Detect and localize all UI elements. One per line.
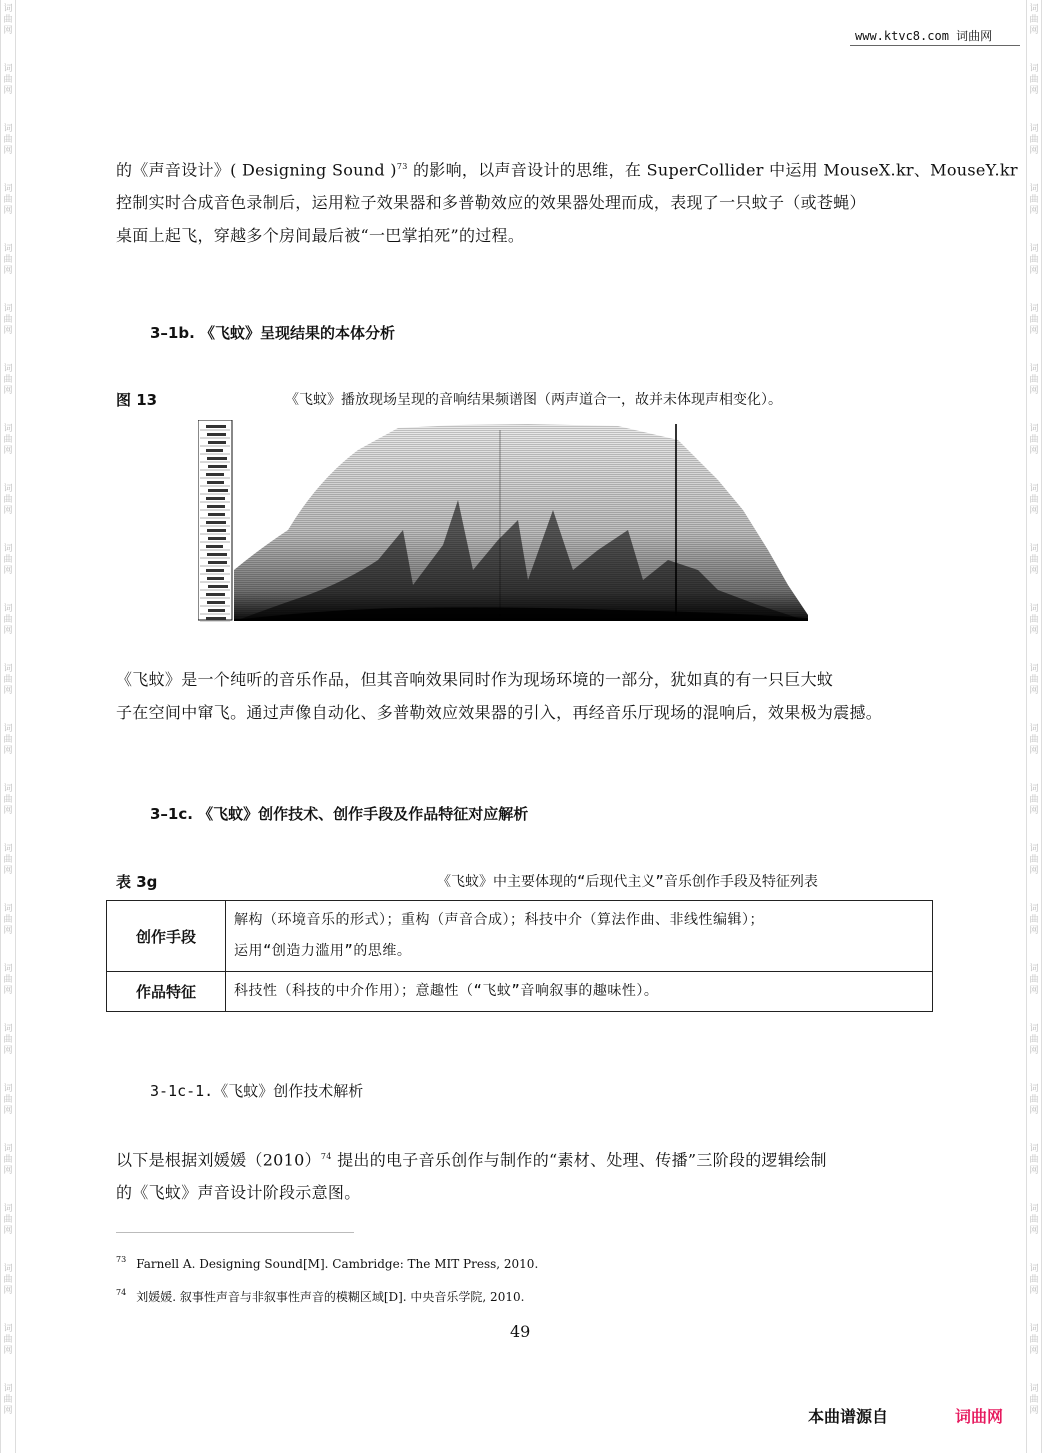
footnote-ref-73[interactable]: 73 <box>396 162 408 171</box>
watermark-glyph: 网 <box>3 866 13 876</box>
watermark-glyph: 网 <box>1029 1226 1039 1236</box>
watermark-glyph: 词 <box>1029 604 1039 614</box>
frequency-tick-label-glyph <box>207 577 224 580</box>
intro-paragraph <box>116 150 1018 252</box>
frequency-tick-label-glyph <box>207 457 227 460</box>
watermark-glyph: 网 <box>1029 446 1039 456</box>
watermark-glyph: 曲 <box>1029 975 1039 985</box>
watermark-glyph: 曲 <box>3 315 13 325</box>
frequency-tick-label-glyph <box>208 537 226 540</box>
watermark-glyph: 词 <box>1029 424 1039 434</box>
para3-line1b: 提出的电子音乐创作与制作的“素材、处理、传播”三阶段的逻辑绘制 <box>331 1150 827 1170</box>
watermark-glyph: 网 <box>1029 1166 1039 1176</box>
watermark-glyph: 曲 <box>3 1335 13 1345</box>
frequency-tick-label-glyph <box>206 617 226 620</box>
footnote-74-number: 74 <box>116 1288 127 1297</box>
watermark-glyph: 词 <box>1029 724 1039 734</box>
means-line2: 运用“创造力滥用”的思维。 <box>234 943 412 959</box>
watermark-glyph: 网 <box>1029 326 1039 336</box>
watermark-glyph: 网 <box>3 506 13 516</box>
footnote-74-text: 刘媛媛. 叙事性声音与非叙事性声音的模糊区域[D]. 中央音乐学院, 2010. <box>136 1290 525 1304</box>
watermark-glyph: 曲 <box>3 255 13 265</box>
watermark-glyph: 曲 <box>1029 435 1039 445</box>
watermark-glyph: 网 <box>3 86 13 96</box>
watermark-glyph: 词 <box>1029 1144 1039 1154</box>
watermark-glyph: 网 <box>3 686 13 696</box>
watermark-glyph: 网 <box>3 1406 13 1416</box>
watermark-glyph: 曲 <box>3 1035 13 1045</box>
watermark-glyph: 网 <box>3 746 13 756</box>
watermark-glyph-group <box>1027 1084 1041 1117</box>
watermark-glyph: 词 <box>3 184 13 194</box>
watermark-glyph: 词 <box>3 1144 13 1154</box>
watermark-glyph: 曲 <box>1029 1035 1039 1045</box>
frequency-tick-label-glyph <box>206 449 223 452</box>
spectrogram-figure <box>198 420 810 622</box>
watermark-glyph: 词 <box>1029 484 1039 494</box>
para2-line1: 《飞蚊》是一个纯听的音乐作品，但其音响效果同时作为现场环境的一部分，犹如真的有一只巨大蚊 <box>116 670 834 689</box>
watermark-glyph: 词 <box>1029 1204 1039 1214</box>
watermark-glyph: 网 <box>1029 746 1039 756</box>
watermark-glyph-group <box>1 4 15 37</box>
watermark-glyph-group <box>1027 244 1041 277</box>
watermark-glyph-group <box>1 124 15 157</box>
watermark-glyph: 曲 <box>3 1275 13 1285</box>
header-site-name: 词曲网 <box>956 29 993 43</box>
process-paragraph <box>116 1140 931 1209</box>
para3-line1a: 以下是根据刘媛媛（2010） <box>116 1150 321 1170</box>
watermark-glyph: 词 <box>1029 544 1039 554</box>
watermark-glyph-group <box>1027 124 1041 157</box>
watermark-glyph: 词 <box>3 784 13 794</box>
watermark-glyph: 词 <box>1029 1384 1039 1394</box>
watermark-glyph-group <box>1027 1204 1041 1237</box>
frequency-tick-label-glyph <box>207 553 227 556</box>
frequency-tick-label-glyph <box>206 473 224 476</box>
source-brand[interactable]: 词曲网 <box>955 1407 1004 1426</box>
watermark-glyph: 网 <box>3 1166 13 1176</box>
frequency-tick-label-glyph <box>207 505 225 508</box>
watermark-glyph: 曲 <box>3 735 13 745</box>
frequency-tick-label-glyph <box>208 441 226 444</box>
frequency-tick-label-glyph <box>208 465 227 468</box>
watermark-glyph: 词 <box>3 964 13 974</box>
watermark-glyph: 词 <box>1029 1264 1039 1274</box>
watermark-glyph: 词 <box>3 424 13 434</box>
watermark-glyph-group <box>1027 4 1041 37</box>
footnote-ref-74[interactable]: 74 <box>320 1152 332 1161</box>
watermark-glyph-group <box>1027 1264 1041 1297</box>
watermark-glyph: 网 <box>3 626 13 636</box>
watermark-glyph: 词 <box>1029 244 1039 254</box>
watermark-glyph-group <box>1027 604 1041 637</box>
watermark-glyph-group <box>1 604 15 637</box>
watermark-glyph-group <box>1027 664 1041 697</box>
frequency-tick-label-glyph <box>206 569 224 572</box>
watermark-glyph-group <box>1027 1324 1041 1357</box>
watermark-glyph: 词 <box>1029 364 1039 374</box>
watermark-glyph: 网 <box>1029 566 1039 576</box>
watermark-glyph: 曲 <box>1029 255 1039 265</box>
watermark-glyph: 网 <box>1029 86 1039 96</box>
watermark-glyph: 词 <box>1029 184 1039 194</box>
watermark-glyph: 词 <box>3 484 13 494</box>
watermark-glyph: 曲 <box>3 435 13 445</box>
watermark-glyph-group <box>1027 1384 1041 1417</box>
watermark-glyph: 词 <box>3 1384 13 1394</box>
watermark-glyph: 词 <box>1029 64 1039 74</box>
watermark-glyph-group <box>1027 724 1041 757</box>
watermark-glyph-group <box>1 424 15 457</box>
header-url[interactable]: www.ktvc8.com <box>855 29 949 43</box>
watermark-glyph: 词 <box>3 1084 13 1094</box>
watermark-glyph: 网 <box>3 1046 13 1056</box>
watermark-glyph-group <box>1027 1024 1041 1057</box>
watermark-glyph: 词 <box>3 724 13 734</box>
watermark-glyph-group <box>1 1204 15 1237</box>
watermark-glyph-group <box>1 1264 15 1297</box>
watermark-glyph: 词 <box>3 1324 13 1334</box>
watermark-glyph: 曲 <box>1029 375 1039 385</box>
watermark-glyph: 网 <box>3 26 13 36</box>
watermark-glyph: 词 <box>1029 304 1039 314</box>
watermark-glyph: 曲 <box>1029 555 1039 565</box>
section-heading-3-1b: 3–1b. 《飞蚊》呈现结果的本体分析 <box>150 324 396 342</box>
para1-line1a: 的《声音设计》( Designing Sound ) <box>116 160 397 180</box>
watermark-glyph: 网 <box>1029 1346 1039 1356</box>
frequency-tick-label-glyph <box>208 513 225 516</box>
watermark-glyph-group <box>1 844 15 877</box>
frequency-tick-label-glyph <box>206 497 225 500</box>
watermark-glyph: 曲 <box>1029 735 1039 745</box>
spectrogram-body <box>234 424 808 620</box>
watermark-glyph: 网 <box>3 266 13 276</box>
watermark-glyph: 曲 <box>1029 1095 1039 1105</box>
watermark-glyph: 曲 <box>3 975 13 985</box>
watermark-glyph: 曲 <box>3 555 13 565</box>
watermark-glyph: 词 <box>3 64 13 74</box>
frequency-tick-label-glyph <box>208 609 225 612</box>
watermark-glyph-group <box>1027 1144 1041 1177</box>
watermark-glyph: 网 <box>1029 626 1039 636</box>
watermark-glyph: 曲 <box>3 795 13 805</box>
watermark-glyph-group <box>1027 784 1041 817</box>
watermark-glyph: 曲 <box>1029 1335 1039 1345</box>
watermark-glyph: 网 <box>3 566 13 576</box>
watermark-glyph: 网 <box>3 1286 13 1296</box>
watermark-glyph: 网 <box>1029 1406 1039 1416</box>
watermark-glyph: 网 <box>3 326 13 336</box>
watermark-glyph: 曲 <box>3 1155 13 1165</box>
right-watermark-strip <box>1026 0 1042 1453</box>
watermark-glyph-group <box>1 1084 15 1117</box>
watermark-glyph-group <box>1 904 15 937</box>
para3-line2: 的《飞蚊》声音设计阶段示意图。 <box>116 1183 361 1203</box>
watermark-glyph: 网 <box>3 146 13 156</box>
frequency-tick-label-glyph <box>207 433 226 436</box>
watermark-glyph: 网 <box>1029 806 1039 816</box>
subsection-heading: 3-1c-1.《飞蚊》创作技术解析 <box>150 1082 364 1100</box>
watermark-glyph: 网 <box>1029 686 1039 696</box>
watermark-glyph: 词 <box>3 544 13 554</box>
watermark-glyph-group <box>1 1324 15 1357</box>
table-value-means <box>226 901 933 972</box>
table-value-features: 科技性（科技的中介作用）；意趣性（“飞蚊”音响叙事的趣味性）。 <box>226 972 933 1012</box>
watermark-glyph-group <box>1027 184 1041 217</box>
watermark-glyph: 词 <box>1029 4 1039 14</box>
watermark-glyph: 词 <box>3 364 13 374</box>
watermark-glyph-group <box>1027 544 1041 577</box>
watermark-glyph: 网 <box>3 1226 13 1236</box>
watermark-glyph-group <box>1 544 15 577</box>
watermark-glyph: 曲 <box>1029 75 1039 85</box>
watermark-glyph: 曲 <box>3 1395 13 1405</box>
watermark-glyph: 网 <box>3 1106 13 1116</box>
watermark-glyph: 曲 <box>3 15 13 25</box>
frequency-tick-label-glyph <box>207 601 225 604</box>
watermark-glyph: 曲 <box>1029 795 1039 805</box>
watermark-glyph: 曲 <box>3 1215 13 1225</box>
footnote-73-number: 73 <box>116 1255 127 1264</box>
watermark-glyph: 曲 <box>3 615 13 625</box>
watermark-glyph-group <box>1027 484 1041 517</box>
header-site[interactable] <box>855 27 992 44</box>
watermark-glyph-group <box>1 304 15 337</box>
watermark-glyph: 词 <box>3 1204 13 1214</box>
watermark-glyph: 词 <box>3 124 13 134</box>
watermark-glyph: 网 <box>1029 866 1039 876</box>
watermark-glyph: 网 <box>3 1346 13 1356</box>
para1-line2: 控制实时合成音色录制后，运用粒子效果器和多普勒效应的效果器处理而成，表现了一只蚊子（或苍蝇） <box>116 193 866 213</box>
watermark-glyph: 词 <box>3 1024 13 1034</box>
watermark-glyph: 网 <box>1029 926 1039 936</box>
watermark-glyph: 网 <box>3 386 13 396</box>
header-rule <box>850 45 1020 46</box>
watermark-glyph: 词 <box>1029 904 1039 914</box>
watermark-glyph: 网 <box>3 806 13 816</box>
watermark-glyph: 词 <box>1029 124 1039 134</box>
para1-line1b: 的影响，以声音设计的思维，在 SuperCollider 中运用 MouseX.kr、MouseY.kr <box>407 160 1018 180</box>
watermark-glyph: 词 <box>3 4 13 14</box>
watermark-glyph: 网 <box>1029 1106 1039 1116</box>
watermark-glyph: 词 <box>1029 784 1039 794</box>
watermark-glyph: 词 <box>1029 1084 1039 1094</box>
watermark-glyph: 曲 <box>1029 1215 1039 1225</box>
watermark-glyph: 网 <box>1029 1286 1039 1296</box>
watermark-glyph: 网 <box>1029 266 1039 276</box>
frequency-tick-label-glyph <box>206 593 225 596</box>
watermark-glyph-group <box>1027 304 1041 337</box>
watermark-glyph-group <box>1027 64 1041 97</box>
watermark-glyph: 网 <box>1029 1046 1039 1056</box>
watermark-glyph: 词 <box>1029 1324 1039 1334</box>
watermark-glyph: 曲 <box>1029 135 1039 145</box>
watermark-glyph-group <box>1 244 15 277</box>
watermark-glyph-group <box>1027 904 1041 937</box>
figure-label: 图 13 <box>116 391 158 409</box>
table-key-features: 作品特征 <box>107 972 226 1012</box>
watermark-glyph: 网 <box>1029 26 1039 36</box>
watermark-glyph: 曲 <box>1029 15 1039 25</box>
watermark-glyph: 曲 <box>1029 1275 1039 1285</box>
watermark-glyph: 曲 <box>3 675 13 685</box>
table-caption: 《飞蚊》中主要体现的“后现代主义”音乐创作手段及特征列表 <box>437 874 818 890</box>
watermark-glyph-group <box>1027 844 1041 877</box>
watermark-glyph: 曲 <box>3 1095 13 1105</box>
table-key-means: 创作手段 <box>107 901 226 972</box>
watermark-glyph: 网 <box>1029 986 1039 996</box>
footnote-74 <box>116 1288 524 1305</box>
footnote-73 <box>116 1255 538 1271</box>
watermark-glyph: 曲 <box>1029 855 1039 865</box>
para1-line3: 桌面上起飞，穿越多个房间最后被“一巴掌拍死”的过程。 <box>116 226 525 246</box>
watermark-glyph-group <box>1 784 15 817</box>
frequency-tick-label-glyph <box>207 481 224 484</box>
watermark-glyph: 词 <box>1029 1024 1039 1034</box>
watermark-glyph-group <box>1 664 15 697</box>
left-watermark-strip <box>0 0 16 1453</box>
watermark-glyph: 词 <box>1029 964 1039 974</box>
watermark-glyph: 曲 <box>3 855 13 865</box>
watermark-glyph: 网 <box>1029 206 1039 216</box>
watermark-glyph: 网 <box>3 926 13 936</box>
figure-caption: 《飞蚊》播放现场呈现的音响结果频谱图（两声道合一，故并未体现声相变化）。 <box>285 392 782 408</box>
watermark-glyph: 曲 <box>1029 915 1039 925</box>
frequency-tick-label-glyph <box>206 521 226 524</box>
watermark-glyph: 词 <box>3 664 13 674</box>
watermark-glyph-group <box>1027 424 1041 457</box>
frequency-tick-label-glyph <box>208 561 227 564</box>
watermark-glyph: 词 <box>3 244 13 254</box>
watermark-glyph: 词 <box>1029 664 1039 674</box>
watermark-glyph: 曲 <box>1029 315 1039 325</box>
watermark-glyph: 曲 <box>1029 1395 1039 1405</box>
watermark-glyph-group <box>1027 364 1041 397</box>
techniques-table <box>106 900 933 1012</box>
footnote-separator <box>116 1232 354 1233</box>
frequency-tick-label-glyph <box>206 425 226 428</box>
watermark-glyph: 网 <box>1029 506 1039 516</box>
watermark-glyph-group <box>1 364 15 397</box>
footnote-73-text: Farnell A. Designing Sound[M]. Cambridge: The MIT Press, 2010. <box>136 1257 539 1271</box>
watermark-glyph: 曲 <box>3 375 13 385</box>
watermark-glyph: 词 <box>3 604 13 614</box>
watermark-glyph: 词 <box>3 904 13 914</box>
watermark-glyph: 网 <box>3 446 13 456</box>
watermark-glyph: 网 <box>3 206 13 216</box>
watermark-glyph: 词 <box>3 304 13 314</box>
frequency-tick-label-glyph <box>208 489 228 492</box>
watermark-glyph-group <box>1 64 15 97</box>
watermark-glyph: 词 <box>3 1264 13 1274</box>
watermark-glyph-group <box>1 1024 15 1057</box>
watermark-glyph: 曲 <box>3 495 13 505</box>
table-row <box>107 901 933 972</box>
watermark-glyph-group <box>1 1384 15 1417</box>
watermark-glyph: 曲 <box>3 75 13 85</box>
frequency-tick-label-glyph <box>206 545 223 548</box>
frequency-tick-label-glyph <box>207 529 226 532</box>
means-line1: 解构（环境音乐的形式）；重构（声音合成）；科技中介（算法作曲、非线性编辑）； <box>234 912 764 928</box>
watermark-glyph: 曲 <box>3 135 13 145</box>
table-row <box>107 972 933 1012</box>
frequency-tick-label-glyph <box>208 585 228 588</box>
watermark-glyph-group <box>1 724 15 757</box>
page-number: 49 <box>510 1322 531 1341</box>
watermark-glyph-group <box>1 1144 15 1177</box>
watermark-glyph: 曲 <box>1029 615 1039 625</box>
watermark-glyph: 词 <box>1029 844 1039 854</box>
watermark-glyph: 词 <box>3 844 13 854</box>
table-label: 表 3g <box>116 873 158 891</box>
watermark-glyph: 曲 <box>3 915 13 925</box>
section-heading-3-1c: 3–1c. 《飞蚊》创作技术、创作手段及作品特征对应解析 <box>150 805 529 823</box>
watermark-glyph-group <box>1027 964 1041 997</box>
watermark-glyph: 曲 <box>3 195 13 205</box>
watermark-glyph: 曲 <box>1029 195 1039 205</box>
analysis-paragraph <box>116 663 931 729</box>
watermark-glyph: 曲 <box>1029 1155 1039 1165</box>
source-label: 本曲谱源自 <box>808 1407 889 1426</box>
watermark-glyph: 网 <box>3 986 13 996</box>
watermark-glyph: 曲 <box>1029 675 1039 685</box>
para2-line2: 子在空间中窜飞。通过声像自动化、多普勒效应效果器的引入，再经音乐厅现场的混响后，效果极为震撼。 <box>116 703 883 722</box>
watermark-glyph: 网 <box>1029 386 1039 396</box>
watermark-glyph: 曲 <box>1029 495 1039 505</box>
watermark-glyph-group <box>1 964 15 997</box>
watermark-glyph: 网 <box>1029 146 1039 156</box>
watermark-glyph-group <box>1 484 15 517</box>
watermark-glyph-group <box>1 184 15 217</box>
